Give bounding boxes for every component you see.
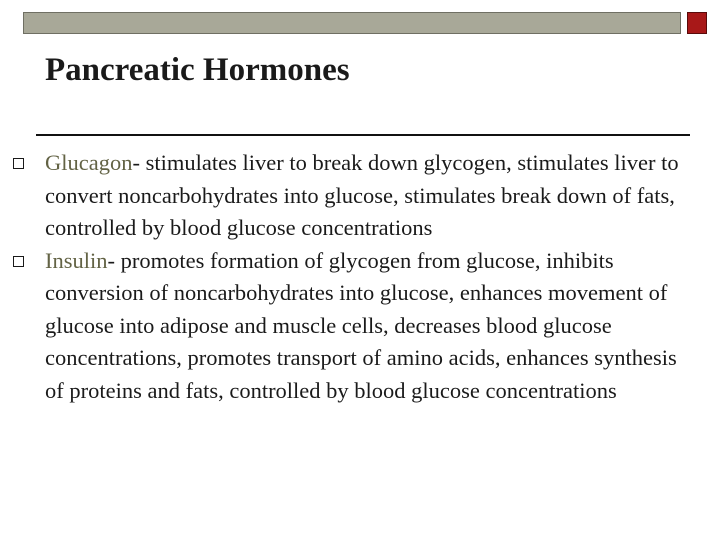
title-underline-divider [36,134,690,136]
bullet-text: - promotes formation of glycogen from glucose, inhibits conversion of noncarbohydrates into glucose, enhances movement of glucose into adipose and muscle cells, decreases blood glucose concentrations, promotes transport of amino acids, enhances synthesis of proteins and fats, controlled by blood glucose concentrations [45,247,677,403]
bullet-item-glucagon [0,147,695,245]
decorative-corner-square [687,12,707,34]
slide-title: Pancreatic Hormones [45,52,350,88]
bullet-text: - stimulates liver to break down glycogen, stimulates liver to convert noncarbohydrates into glucose, stimulates break down of fats, controlled by blood glucose concentrations [45,150,679,240]
hollow-square-bullet-icon [13,158,24,169]
bullet-item-insulin [0,245,695,408]
bullet-term: Glucagon [45,150,133,175]
bullet-list [0,147,720,407]
bullet-term: Insulin [45,247,108,273]
decorative-top-band [23,12,681,34]
hollow-square-bullet-icon [13,256,24,267]
